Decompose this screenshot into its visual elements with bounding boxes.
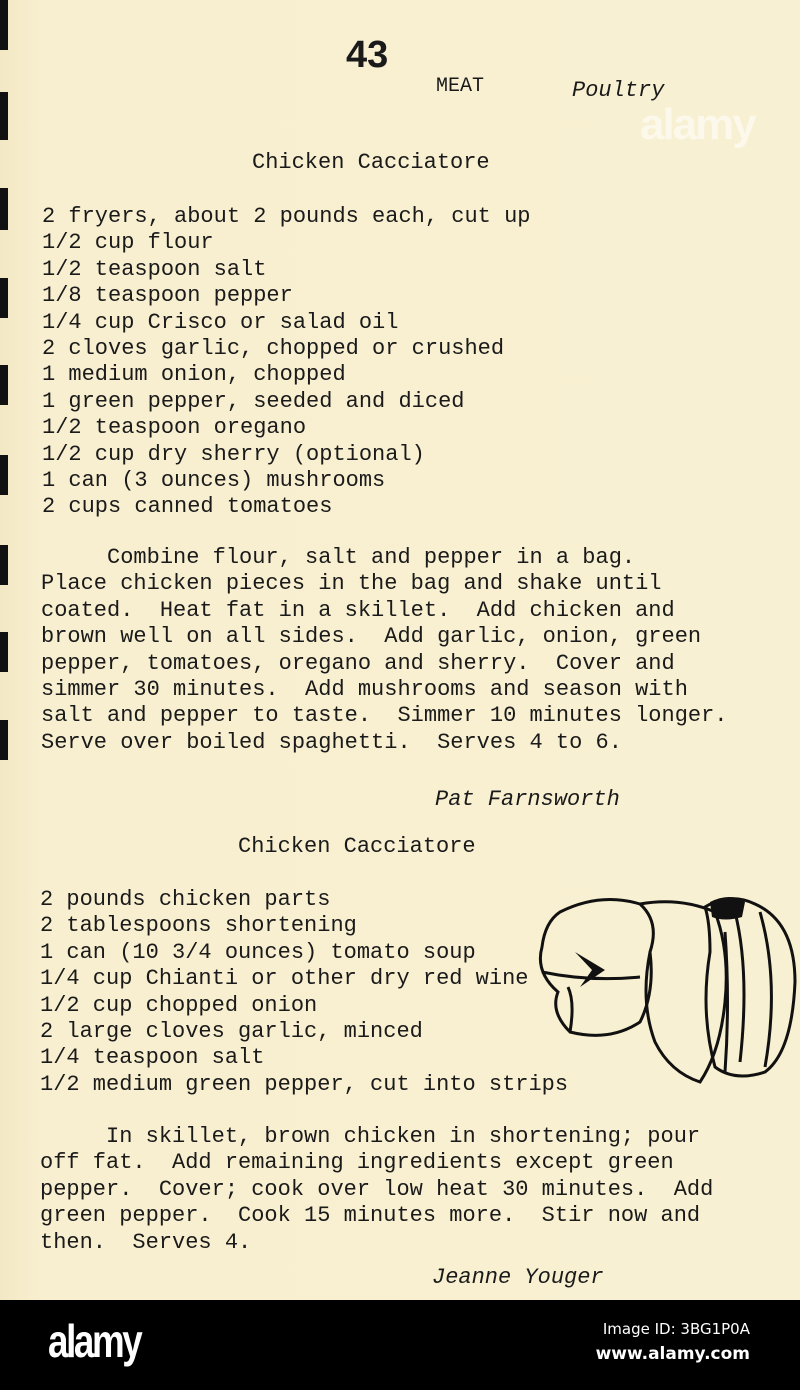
ingredient-line: 1/4 cup Crisco or salad oil <box>42 309 399 335</box>
ingredient-line: 2 cups canned tomatoes <box>42 494 333 520</box>
ingredient-line: 1/2 medium green pepper, cut into strips <box>40 1071 569 1097</box>
binding-mark <box>0 92 8 140</box>
direction-line: pepper, tomatoes, oregano and sherry. Cover and <box>41 650 675 676</box>
ingredient-line: 1/2 cup chopped onion <box>40 992 318 1018</box>
binding-mark <box>0 0 8 50</box>
site-url: www.alamy.com <box>595 1344 750 1364</box>
binding-mark <box>0 278 8 318</box>
bell-pepper-illustration <box>530 892 800 1087</box>
ingredient-line: 2 tablespoons shortening <box>40 913 357 939</box>
direction-line: salt and pepper to taste. Simmer 10 minutes longer. <box>41 703 728 729</box>
image-id: Image ID: 3BG1P0A <box>602 1320 750 1338</box>
binding-mark <box>0 365 8 405</box>
direction-line: green pepper. Cook 15 minutes more. Stir now and <box>40 1203 701 1229</box>
direction-line: pepper. Cover; cook over low heat 30 minutes. Add <box>40 1176 714 1202</box>
direction-line: coated. Heat fat in a skillet. Add chicken and <box>41 597 675 623</box>
ingredient-line: 1 green pepper, seeded and diced <box>42 388 465 414</box>
direction-line: Place chicken pieces in the bag and shake until <box>41 571 662 597</box>
recipe-title: Chicken Cacciatore <box>238 834 476 859</box>
ingredient-line: 2 fryers, about 2 pounds each, cut up <box>42 204 531 229</box>
ingredient-line: 1/4 cup Chianti or other dry red wine <box>40 966 529 992</box>
ingredient-line: 2 cloves garlic, chopped or crushed <box>42 336 505 361</box>
page-number: 43 <box>346 34 389 76</box>
ingredient-line: 1/2 cup flour <box>42 230 214 256</box>
ingredient-line: 1 medium onion, chopped <box>42 362 346 388</box>
binding-mark <box>0 188 8 230</box>
recipe-author: Jeanne Youger <box>432 1265 604 1290</box>
binding-mark <box>0 720 8 760</box>
ingredient-line: 1/8 teaspoon pepper <box>42 283 293 309</box>
direction-line: Serve over boiled spaghetti. Serves 4 to 6. <box>41 729 622 755</box>
ingredient-line: 1/4 teaspoon salt <box>40 1045 265 1071</box>
ingredient-line: 2 large cloves garlic, minced <box>40 1019 423 1044</box>
binding-mark <box>0 545 8 585</box>
ingredient-line: 1/2 teaspoon salt <box>42 256 267 282</box>
watermark: alamy <box>640 100 755 149</box>
direction-line: Combine flour, salt and pepper in a bag. <box>41 545 636 570</box>
recipe-title: Chicken Cacciatore <box>252 150 490 175</box>
direction-line: then. Serves 4. <box>40 1229 252 1255</box>
direction-line: In skillet, brown chicken in shortening; pour <box>40 1124 701 1149</box>
alamy-logo: alamy <box>48 1315 141 1367</box>
section-label: MEAT <box>436 75 485 98</box>
direction-line: simmer 30 minutes. Add mushrooms and season with <box>41 677 688 702</box>
ingredient-line: 2 pounds chicken parts <box>40 887 331 912</box>
ingredient-line: 1/2 cup dry sherry (optional) <box>42 441 425 467</box>
binding-mark <box>0 455 8 495</box>
ingredient-line: 1/2 teaspoon oregano <box>42 415 307 441</box>
subsection-label: Poultry <box>572 78 665 103</box>
direction-line: brown well on all sides. Add garlic, onion, green <box>41 624 702 650</box>
ingredient-line: 1 can (3 ounces) mushrooms <box>42 468 386 493</box>
ingredient-line: 1 can (10 3/4 ounces) tomato soup <box>40 939 476 965</box>
binding-mark <box>0 632 8 672</box>
footer-bar <box>0 1300 800 1390</box>
direction-line: off fat. Add remaining ingredients except green <box>40 1150 674 1176</box>
recipe-author: Pat Farnsworth <box>435 787 620 812</box>
